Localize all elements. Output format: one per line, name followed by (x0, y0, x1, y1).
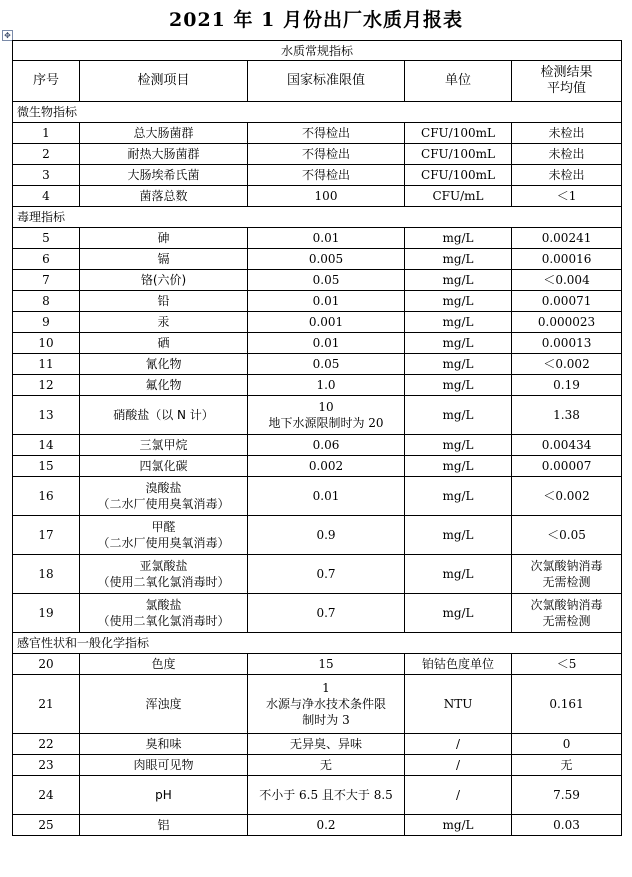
cell-item (80, 291, 248, 312)
cell-result (512, 354, 622, 375)
cell-unit: CFU/100mL (405, 165, 512, 186)
cell-result-line: 7.59 (553, 788, 580, 802)
cell-standard (248, 435, 405, 456)
cell-standard (248, 186, 405, 207)
cell-result-line: 0.161 (549, 697, 584, 711)
cell-index: 13 (13, 396, 80, 435)
table-row (13, 516, 622, 555)
cell-unit: CFU/mL (405, 186, 512, 207)
cell-item-line: 砷 (157, 231, 170, 245)
cell-standard-line: 制时为 3 (302, 713, 350, 727)
cell-standard-line: 0.7 (316, 606, 336, 620)
category-label: 毒理指标 (13, 207, 622, 228)
cell-standard-line: 0.01 (312, 489, 340, 503)
cell-item-line: （使用二氧化氯消毒时） (97, 575, 230, 589)
cell-standard (248, 776, 405, 815)
cell-index: 24 (13, 776, 80, 815)
cell-standard-line: 0.002 (308, 459, 344, 473)
category-row-toxic (13, 207, 622, 228)
cell-item-line: 溴酸盐 (145, 481, 182, 495)
water-quality-table (12, 40, 622, 836)
cell-standard (248, 291, 405, 312)
table-row (13, 270, 622, 291)
cell-standard-line: 1 (322, 681, 330, 695)
cell-result (512, 675, 622, 734)
cell-result-line: 未检出 (548, 126, 585, 140)
cell-index: 21 (13, 675, 80, 734)
cell-result-line: 无需检测 (542, 575, 591, 589)
cell-standard (248, 396, 405, 435)
cell-item-line: 硝酸盐（以 N 计） (113, 408, 214, 422)
cell-unit: mg/L (405, 354, 512, 375)
cell-standard-line: 0.05 (312, 273, 340, 287)
cell-standard-line: 0.01 (312, 336, 340, 350)
cell-unit: mg/L (405, 456, 512, 477)
cell-result-line: 0.19 (553, 378, 580, 392)
table-row (13, 675, 622, 734)
cell-standard (248, 249, 405, 270)
cell-result-line: ＜0.05 (547, 528, 586, 542)
cell-standard-line: 地下水源限制时为 20 (268, 416, 384, 430)
cell-result-line: ＜1 (556, 189, 577, 203)
cell-unit: 铂钴色度单位 (405, 654, 512, 675)
cell-item-line: 亚氯酸盐 (139, 559, 188, 573)
cell-result-line: 1.38 (553, 408, 580, 422)
cell-result (512, 228, 622, 249)
table-row (13, 456, 622, 477)
cell-index: 8 (13, 291, 80, 312)
cell-index: 3 (13, 165, 80, 186)
cell-result (512, 186, 622, 207)
cell-result (512, 312, 622, 333)
cell-index: 23 (13, 755, 80, 776)
cell-index: 9 (13, 312, 80, 333)
cell-unit: mg/L (405, 291, 512, 312)
cell-index: 22 (13, 734, 80, 755)
cell-item-line: 铬(六价) (140, 273, 187, 287)
cell-standard (248, 654, 405, 675)
cell-result-line: 0.000023 (537, 315, 596, 329)
cell-item (80, 186, 248, 207)
cell-result (512, 270, 622, 291)
cell-item (80, 312, 248, 333)
cell-index: 16 (13, 477, 80, 516)
cell-standard-line: 15 (318, 657, 334, 671)
table-row (13, 776, 622, 815)
cell-standard-line: 不小于 6.5 且不大于 8.5 (259, 788, 393, 802)
cell-standard-line: 无异臭、异味 (289, 737, 362, 751)
cell-item (80, 815, 248, 836)
cell-index: 18 (13, 555, 80, 594)
cell-result (512, 435, 622, 456)
cell-item (80, 270, 248, 291)
category-label: 感官性状和一般化学指标 (13, 633, 622, 654)
cell-standard-line: 1.0 (316, 378, 336, 392)
cell-standard (248, 312, 405, 333)
cell-item (80, 375, 248, 396)
cell-unit: mg/L (405, 228, 512, 249)
cell-standard (248, 165, 405, 186)
cell-result-line: 0.00434 (541, 438, 592, 452)
cell-standard-line: 0.9 (316, 528, 336, 542)
cell-index: 7 (13, 270, 80, 291)
cell-unit: mg/L (405, 375, 512, 396)
header-standard: 国家标准限值 (248, 61, 405, 102)
cell-item (80, 249, 248, 270)
cell-result-line: 未检出 (548, 168, 585, 182)
table-title: 水质常规指标 (13, 41, 622, 61)
header-item: 检测项目 (80, 61, 248, 102)
cell-standard (248, 555, 405, 594)
cell-result-line: ＜0.004 (543, 273, 590, 287)
table-row (13, 144, 622, 165)
cell-item-line: 氟化物 (145, 378, 182, 392)
cell-item-line: 汞 (157, 315, 170, 329)
cell-result-line: 0.00007 (541, 459, 592, 473)
cell-standard (248, 123, 405, 144)
cell-unit: NTU (405, 675, 512, 734)
cell-unit: mg/L (405, 270, 512, 291)
cell-item-line: （使用二氧化氯消毒时） (97, 614, 230, 628)
cell-item (80, 435, 248, 456)
cell-result (512, 516, 622, 555)
cell-result (512, 594, 622, 633)
cell-result-line: 0.00241 (541, 231, 592, 245)
table-row (13, 354, 622, 375)
cell-item (80, 555, 248, 594)
cell-item-line: 臭和味 (145, 737, 182, 751)
cell-item (80, 654, 248, 675)
cell-result (512, 396, 622, 435)
cell-item (80, 354, 248, 375)
header-result-line: 平均值 (547, 81, 587, 96)
cell-index: 5 (13, 228, 80, 249)
cell-index: 14 (13, 435, 80, 456)
header-result (512, 61, 622, 102)
cell-result (512, 776, 622, 815)
cell-standard-line: 0.05 (312, 357, 340, 371)
cell-unit: mg/L (405, 594, 512, 633)
cell-standard (248, 144, 405, 165)
table-row (13, 435, 622, 456)
cell-standard-line: 不得检出 (301, 168, 350, 182)
cell-result-line: ＜0.002 (543, 489, 590, 503)
report-title: 2021 年 1 月份出厂水质月报表 (169, 9, 463, 31)
cell-standard (248, 333, 405, 354)
cell-standard (248, 354, 405, 375)
cell-result (512, 654, 622, 675)
cell-item (80, 675, 248, 734)
header-result-line: 检测结果 (540, 65, 593, 80)
cell-result-line: 0.00071 (541, 294, 592, 308)
cell-standard (248, 375, 405, 396)
cell-unit: mg/L (405, 555, 512, 594)
cell-standard (248, 477, 405, 516)
cell-item-line: 甲醛 (151, 520, 176, 534)
cell-result-line: 次氯酸钠消毒 (530, 598, 603, 612)
cell-result (512, 555, 622, 594)
table-row (13, 291, 622, 312)
cell-result (512, 755, 622, 776)
header-unit: 单位 (405, 61, 512, 102)
cell-standard-line: 100 (314, 189, 338, 203)
cell-index: 17 (13, 516, 80, 555)
header-row (13, 61, 622, 102)
cell-item-line: 大肠埃希氏菌 (127, 168, 200, 182)
cell-standard (248, 456, 405, 477)
cell-index: 11 (13, 354, 80, 375)
cell-item (80, 456, 248, 477)
cell-unit: CFU/100mL (405, 123, 512, 144)
cell-standard-line: 10 (318, 400, 334, 414)
table-row (13, 594, 622, 633)
cell-result-line: 0 (562, 737, 571, 751)
cell-result-line: ＜5 (556, 657, 577, 671)
cell-standard (248, 516, 405, 555)
cell-unit: mg/L (405, 435, 512, 456)
table-row (13, 734, 622, 755)
table-row (13, 555, 622, 594)
cell-item-line: 镉 (157, 252, 170, 266)
cell-item (80, 734, 248, 755)
cell-standard-line: 0.001 (308, 315, 344, 329)
cell-standard-line: 0.01 (312, 231, 340, 245)
cell-index: 20 (13, 654, 80, 675)
cell-item-line: 总大肠菌群 (133, 126, 194, 140)
cell-index: 19 (13, 594, 80, 633)
cell-item (80, 755, 248, 776)
cell-index: 12 (13, 375, 80, 396)
table-row (13, 228, 622, 249)
cell-standard (248, 228, 405, 249)
cell-item-line: （二水厂使用臭氧消毒） (97, 497, 230, 511)
cell-result-line: 0.03 (553, 818, 580, 832)
table-row (13, 123, 622, 144)
cell-unit: CFU/100mL (405, 144, 512, 165)
cell-item (80, 516, 248, 555)
category-label: 微生物指标 (13, 102, 622, 123)
table-row (13, 654, 622, 675)
cell-unit: mg/L (405, 249, 512, 270)
cell-result-line: 无 (560, 758, 573, 772)
cell-result-line: 次氯酸钠消毒 (530, 559, 603, 573)
cell-standard-line: 0.2 (316, 818, 336, 832)
cell-standard (248, 734, 405, 755)
cell-index: 10 (13, 333, 80, 354)
cell-item-line: 四氯化碳 (139, 459, 188, 473)
cell-item-line: 菌落总数 (139, 189, 188, 203)
cell-unit: mg/L (405, 333, 512, 354)
cell-item-line: 氰化物 (145, 357, 182, 371)
cell-result-line: ＜0.002 (543, 357, 590, 371)
cell-item-line: 三氯甲烷 (139, 438, 188, 452)
table-row (13, 815, 622, 836)
cell-result (512, 456, 622, 477)
table-row (13, 755, 622, 776)
cell-result-line: 0.00013 (541, 336, 592, 350)
cell-result (512, 333, 622, 354)
cell-standard (248, 755, 405, 776)
cell-result (512, 123, 622, 144)
table-title-row (13, 41, 622, 61)
table-row (13, 249, 622, 270)
cell-index: 25 (13, 815, 80, 836)
cell-standard (248, 675, 405, 734)
cell-result (512, 734, 622, 755)
cell-item-line: 浑浊度 (145, 697, 182, 711)
cell-standard-line: 不得检出 (301, 126, 350, 140)
cell-item-line: （二水厂使用臭氧消毒） (97, 536, 230, 550)
cell-unit: / (405, 776, 512, 815)
cell-standard-line: 0.01 (312, 294, 340, 308)
cell-index: 4 (13, 186, 80, 207)
cell-result (512, 815, 622, 836)
cell-unit: mg/L (405, 312, 512, 333)
cell-item (80, 594, 248, 633)
cell-result (512, 165, 622, 186)
cell-item-line: 氯酸盐 (145, 598, 182, 612)
cell-result-line: 未检出 (548, 147, 585, 161)
cell-result-line: 0.00016 (541, 252, 592, 266)
table-move-handle-icon[interactable]: ✥ (2, 30, 13, 41)
cell-standard-line: 水源与净水技术条件限 (265, 697, 386, 711)
cell-item-line: 色度 (151, 657, 176, 671)
cell-unit: mg/L (405, 396, 512, 435)
cell-unit: / (405, 734, 512, 755)
cell-result (512, 144, 622, 165)
cell-index: 15 (13, 456, 80, 477)
cell-result (512, 249, 622, 270)
cell-item-line: 铅 (157, 294, 170, 308)
cell-unit: mg/L (405, 477, 512, 516)
table-row (13, 477, 622, 516)
cell-unit: / (405, 755, 512, 776)
cell-standard (248, 815, 405, 836)
cell-item (80, 477, 248, 516)
category-row-micro (13, 102, 622, 123)
cell-item-line: 肉眼可见物 (133, 758, 194, 772)
cell-standard (248, 270, 405, 291)
table-row (13, 165, 622, 186)
cell-unit: mg/L (405, 516, 512, 555)
cell-item (80, 165, 248, 186)
cell-item-line: pH (155, 788, 172, 802)
cell-unit: mg/L (405, 815, 512, 836)
cell-result (512, 375, 622, 396)
table-row (13, 396, 622, 435)
table-row (13, 186, 622, 207)
cell-item (80, 396, 248, 435)
cell-standard (248, 594, 405, 633)
cell-item (80, 144, 248, 165)
cell-item-line: 铝 (157, 818, 170, 832)
cell-result-line: 无需检测 (542, 614, 591, 628)
cell-index: 1 (13, 123, 80, 144)
table-row (13, 312, 622, 333)
cell-item-line: 硒 (157, 336, 170, 350)
cell-result (512, 291, 622, 312)
cell-standard-line: 无 (319, 758, 332, 772)
cell-item (80, 776, 248, 815)
cell-item (80, 333, 248, 354)
cell-standard-line: 0.7 (316, 567, 336, 581)
header-index: 序号 (13, 61, 80, 102)
cell-standard-line: 不得检出 (301, 147, 350, 161)
category-row-sensory (13, 633, 622, 654)
cell-item (80, 123, 248, 144)
cell-result (512, 477, 622, 516)
cell-standard-line: 0.06 (312, 438, 340, 452)
table-row (13, 375, 622, 396)
cell-index: 2 (13, 144, 80, 165)
cell-index: 6 (13, 249, 80, 270)
table-row (13, 333, 622, 354)
cell-item (80, 228, 248, 249)
cell-item-line: 耐热大肠菌群 (127, 147, 200, 161)
cell-standard-line: 0.005 (308, 252, 344, 266)
